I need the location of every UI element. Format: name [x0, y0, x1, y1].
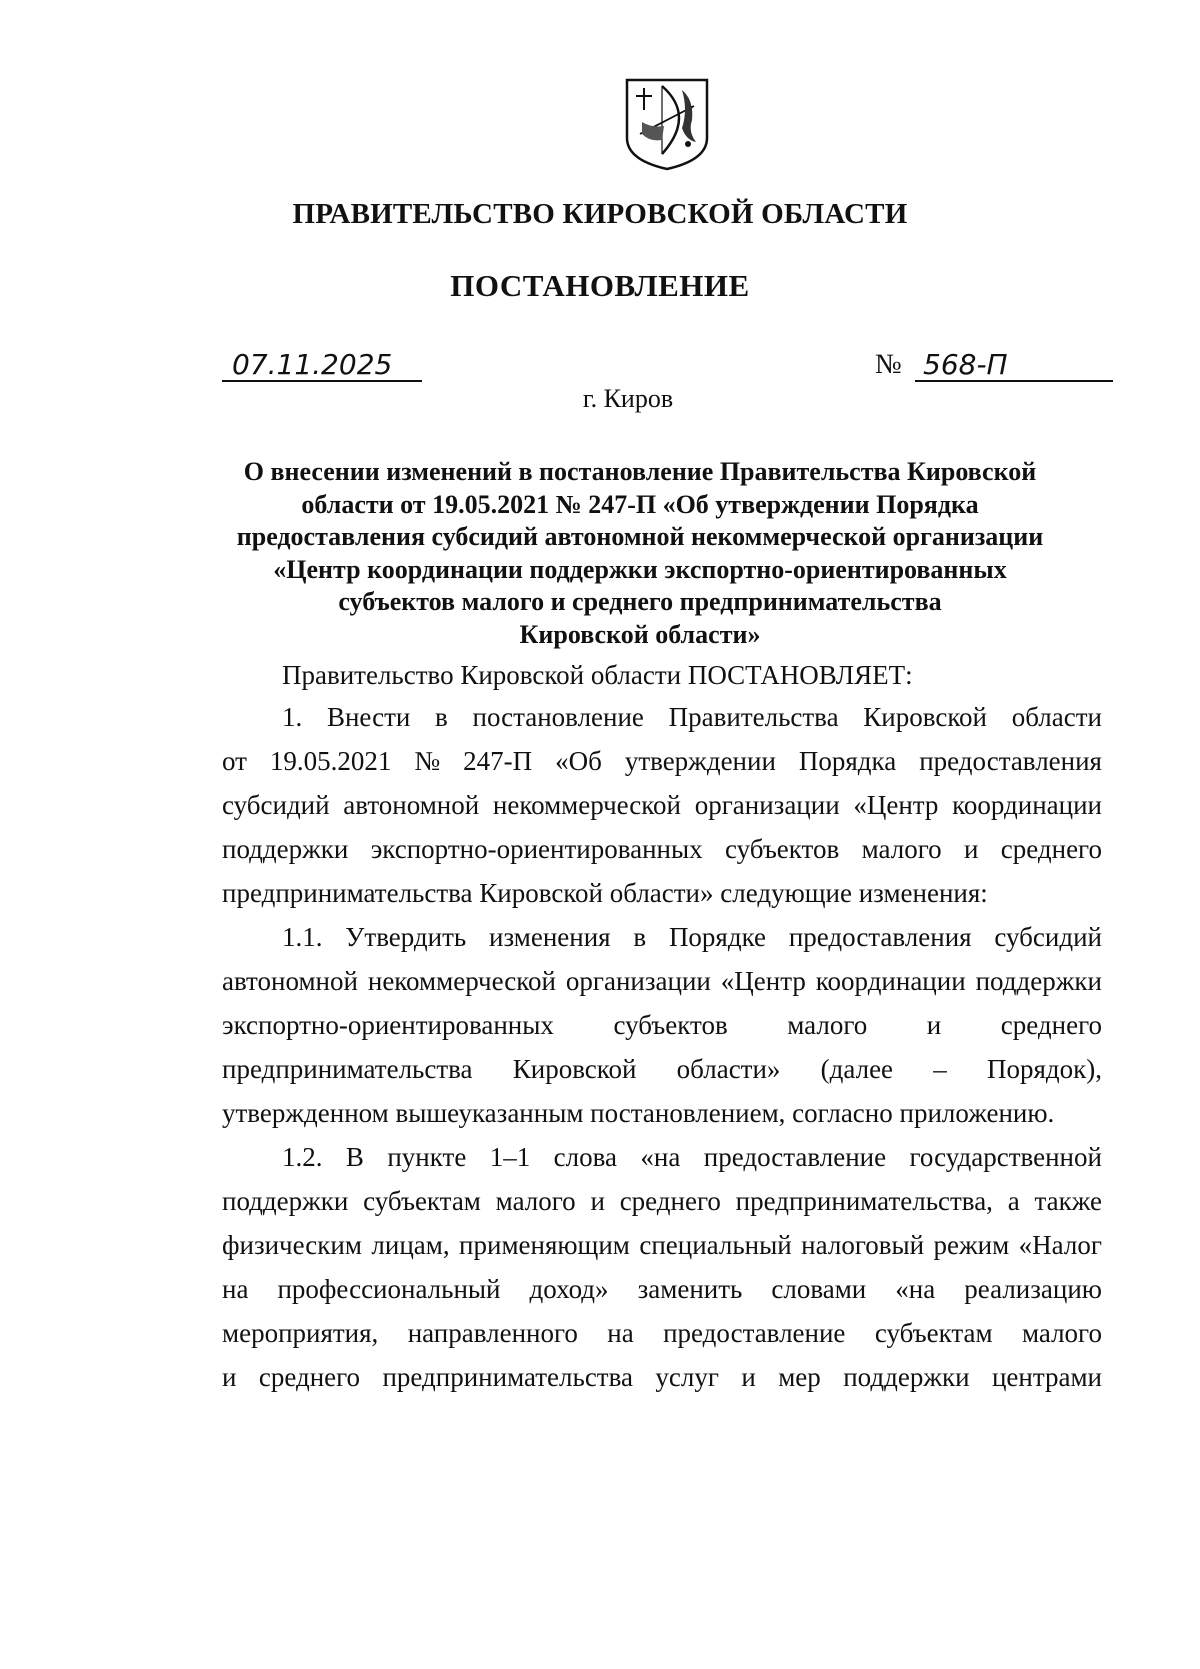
body-line	[222, 746, 1102, 777]
word: предоставления	[919, 746, 1102, 776]
word: предпринимательства	[382, 1362, 633, 1392]
word: заменить	[637, 1274, 743, 1304]
word: 1.1.	[282, 922, 323, 952]
body-line	[222, 834, 1102, 865]
word: изменения	[489, 922, 611, 952]
word: предоставление	[703, 1142, 887, 1172]
word: словами	[771, 1274, 867, 1304]
word: центрами	[991, 1362, 1102, 1392]
word: среднего	[1000, 834, 1102, 864]
word: профессиональный	[277, 1274, 501, 1304]
word: пункте	[387, 1142, 467, 1172]
word: организации	[565, 966, 711, 996]
body-line	[222, 1186, 1102, 1217]
body-line: предпринимательства Кировской области» следующие изменения:	[222, 878, 988, 908]
word: Порядка	[798, 746, 897, 776]
word: 1.	[282, 702, 303, 732]
word: поддержки	[222, 1186, 349, 1216]
word: Порядок),	[986, 1054, 1102, 1084]
word: В	[345, 1142, 364, 1172]
word: –	[933, 1054, 947, 1084]
word: 1.2.	[282, 1142, 323, 1172]
word: и	[963, 834, 979, 864]
word: «Центр	[720, 966, 806, 996]
word: субъектам	[874, 1318, 993, 1348]
word: «Об	[555, 746, 602, 776]
word: на	[222, 1274, 249, 1304]
body-line	[222, 1054, 1102, 1085]
word: Правительства	[668, 702, 839, 732]
word: №	[414, 746, 441, 776]
word: физическим	[222, 1230, 362, 1260]
word: Кировской	[512, 1054, 637, 1084]
word: области»	[676, 1054, 781, 1084]
word: малого	[787, 1010, 868, 1040]
word: 1–1	[489, 1142, 531, 1172]
word: режим	[933, 1230, 1010, 1260]
word: экспортно-ориентированных	[370, 834, 703, 864]
word: лицам,	[371, 1230, 450, 1260]
word: предоставление	[663, 1318, 846, 1348]
intro-line: Правительство Кировской области ПОСТАНОВЛЯЕТ:	[282, 660, 913, 690]
city: г. Киров	[582, 384, 674, 413]
body-line: утвержденном вышеуказанным постановлением, согласно приложению.	[222, 1098, 1055, 1128]
body-line	[222, 1230, 1102, 1261]
word: координации	[952, 790, 1102, 820]
word: реализацию	[964, 1274, 1102, 1304]
body-line	[222, 966, 1102, 997]
word: предоставления	[788, 922, 972, 952]
word: доход»	[529, 1274, 609, 1304]
word: «Налог	[1018, 1230, 1102, 1260]
word: некоммерческой	[367, 966, 556, 996]
body-line	[222, 1010, 1102, 1041]
word: в	[435, 702, 448, 732]
title-line: «Центр координации поддержки экспортно-ориентированных	[273, 554, 1007, 584]
word: 19.05.2021	[269, 746, 392, 776]
word: и	[741, 1362, 756, 1392]
word: координации	[815, 966, 966, 996]
body-line	[222, 790, 1102, 821]
word: на	[607, 1318, 634, 1348]
word: 247-П	[463, 746, 533, 776]
word: Кировской	[863, 702, 988, 732]
word: в	[633, 922, 647, 952]
word: Порядке	[668, 922, 767, 952]
word: поддержки	[843, 1362, 970, 1392]
word: поддержки	[975, 966, 1102, 996]
body-line	[222, 1362, 1102, 1393]
word: поддержки	[222, 834, 349, 864]
word: направленного	[407, 1318, 578, 1348]
word: организации	[694, 790, 840, 820]
word: субсидий	[994, 922, 1102, 952]
title-line: субъектов малого и среднего предпринимательства	[338, 587, 942, 616]
document-type: ПОСТАНОВЛЕНИЕ	[450, 268, 750, 303]
word: малого	[1021, 1318, 1102, 1348]
word: Утвердить	[345, 922, 467, 952]
body-line	[282, 702, 1102, 733]
government-title: ПРАВИТЕЛЬСТВО КИРОВСКОЙ ОБЛАСТИ	[292, 198, 908, 230]
word: экспортно-ориентированных	[222, 1010, 554, 1040]
word: некоммерческой	[492, 790, 681, 820]
word: «на	[895, 1274, 936, 1304]
word: «Центр	[853, 790, 939, 820]
word: а	[1007, 1186, 1020, 1216]
word: среднего	[619, 1186, 721, 1216]
word: и	[590, 1186, 605, 1216]
word: автономной	[222, 966, 358, 996]
word: и	[222, 1362, 237, 1392]
word: среднего	[258, 1362, 361, 1392]
word: предпринимательства,	[735, 1186, 993, 1216]
title-line: области от 19.05.2021 № 247-П «Об утверждении Порядка	[301, 489, 979, 519]
word: от	[222, 746, 247, 776]
word: малого	[861, 834, 942, 864]
number-sign: №	[875, 349, 902, 380]
word: области	[1011, 702, 1102, 732]
body-line	[222, 1318, 1102, 1349]
word: субъектов	[613, 1010, 728, 1040]
word: субсидий	[222, 790, 330, 820]
document-number: 568-П	[915, 350, 1113, 382]
word: также	[1034, 1186, 1102, 1216]
document-date: 07.11.2025	[222, 350, 422, 382]
body-line	[282, 1142, 1102, 1173]
title-line: предоставления субсидий автономной некоммерческой организации	[236, 522, 1044, 551]
title-line: О внесении изменений в постановление Правительства Кировской	[243, 457, 1037, 486]
word: мероприятия,	[222, 1318, 379, 1348]
body-line	[222, 1274, 1102, 1305]
word: Внести	[326, 702, 411, 732]
word: слова	[553, 1142, 617, 1172]
word: государственной	[909, 1142, 1102, 1172]
word: среднего	[1000, 1010, 1102, 1040]
word: и	[926, 1010, 942, 1040]
word: налоговый	[801, 1230, 925, 1260]
word: малого	[495, 1186, 576, 1216]
word: утверждении	[624, 746, 776, 776]
word: применяющим	[459, 1230, 630, 1260]
word: субъектам	[363, 1186, 481, 1216]
word: мер	[778, 1362, 821, 1392]
word: специальный	[639, 1230, 792, 1260]
document-title	[180, 456, 1100, 651]
coat-of-arms-emblem	[622, 76, 712, 172]
word: субъектов	[724, 834, 840, 864]
word: «на	[640, 1142, 681, 1172]
word: (далее	[820, 1054, 894, 1084]
word: автономной	[343, 790, 480, 820]
title-line: Кировской области»	[519, 619, 761, 649]
word: предпринимательства	[222, 1054, 473, 1084]
word: постановление	[472, 702, 644, 732]
body-line	[282, 922, 1102, 953]
word: услуг	[655, 1362, 719, 1392]
